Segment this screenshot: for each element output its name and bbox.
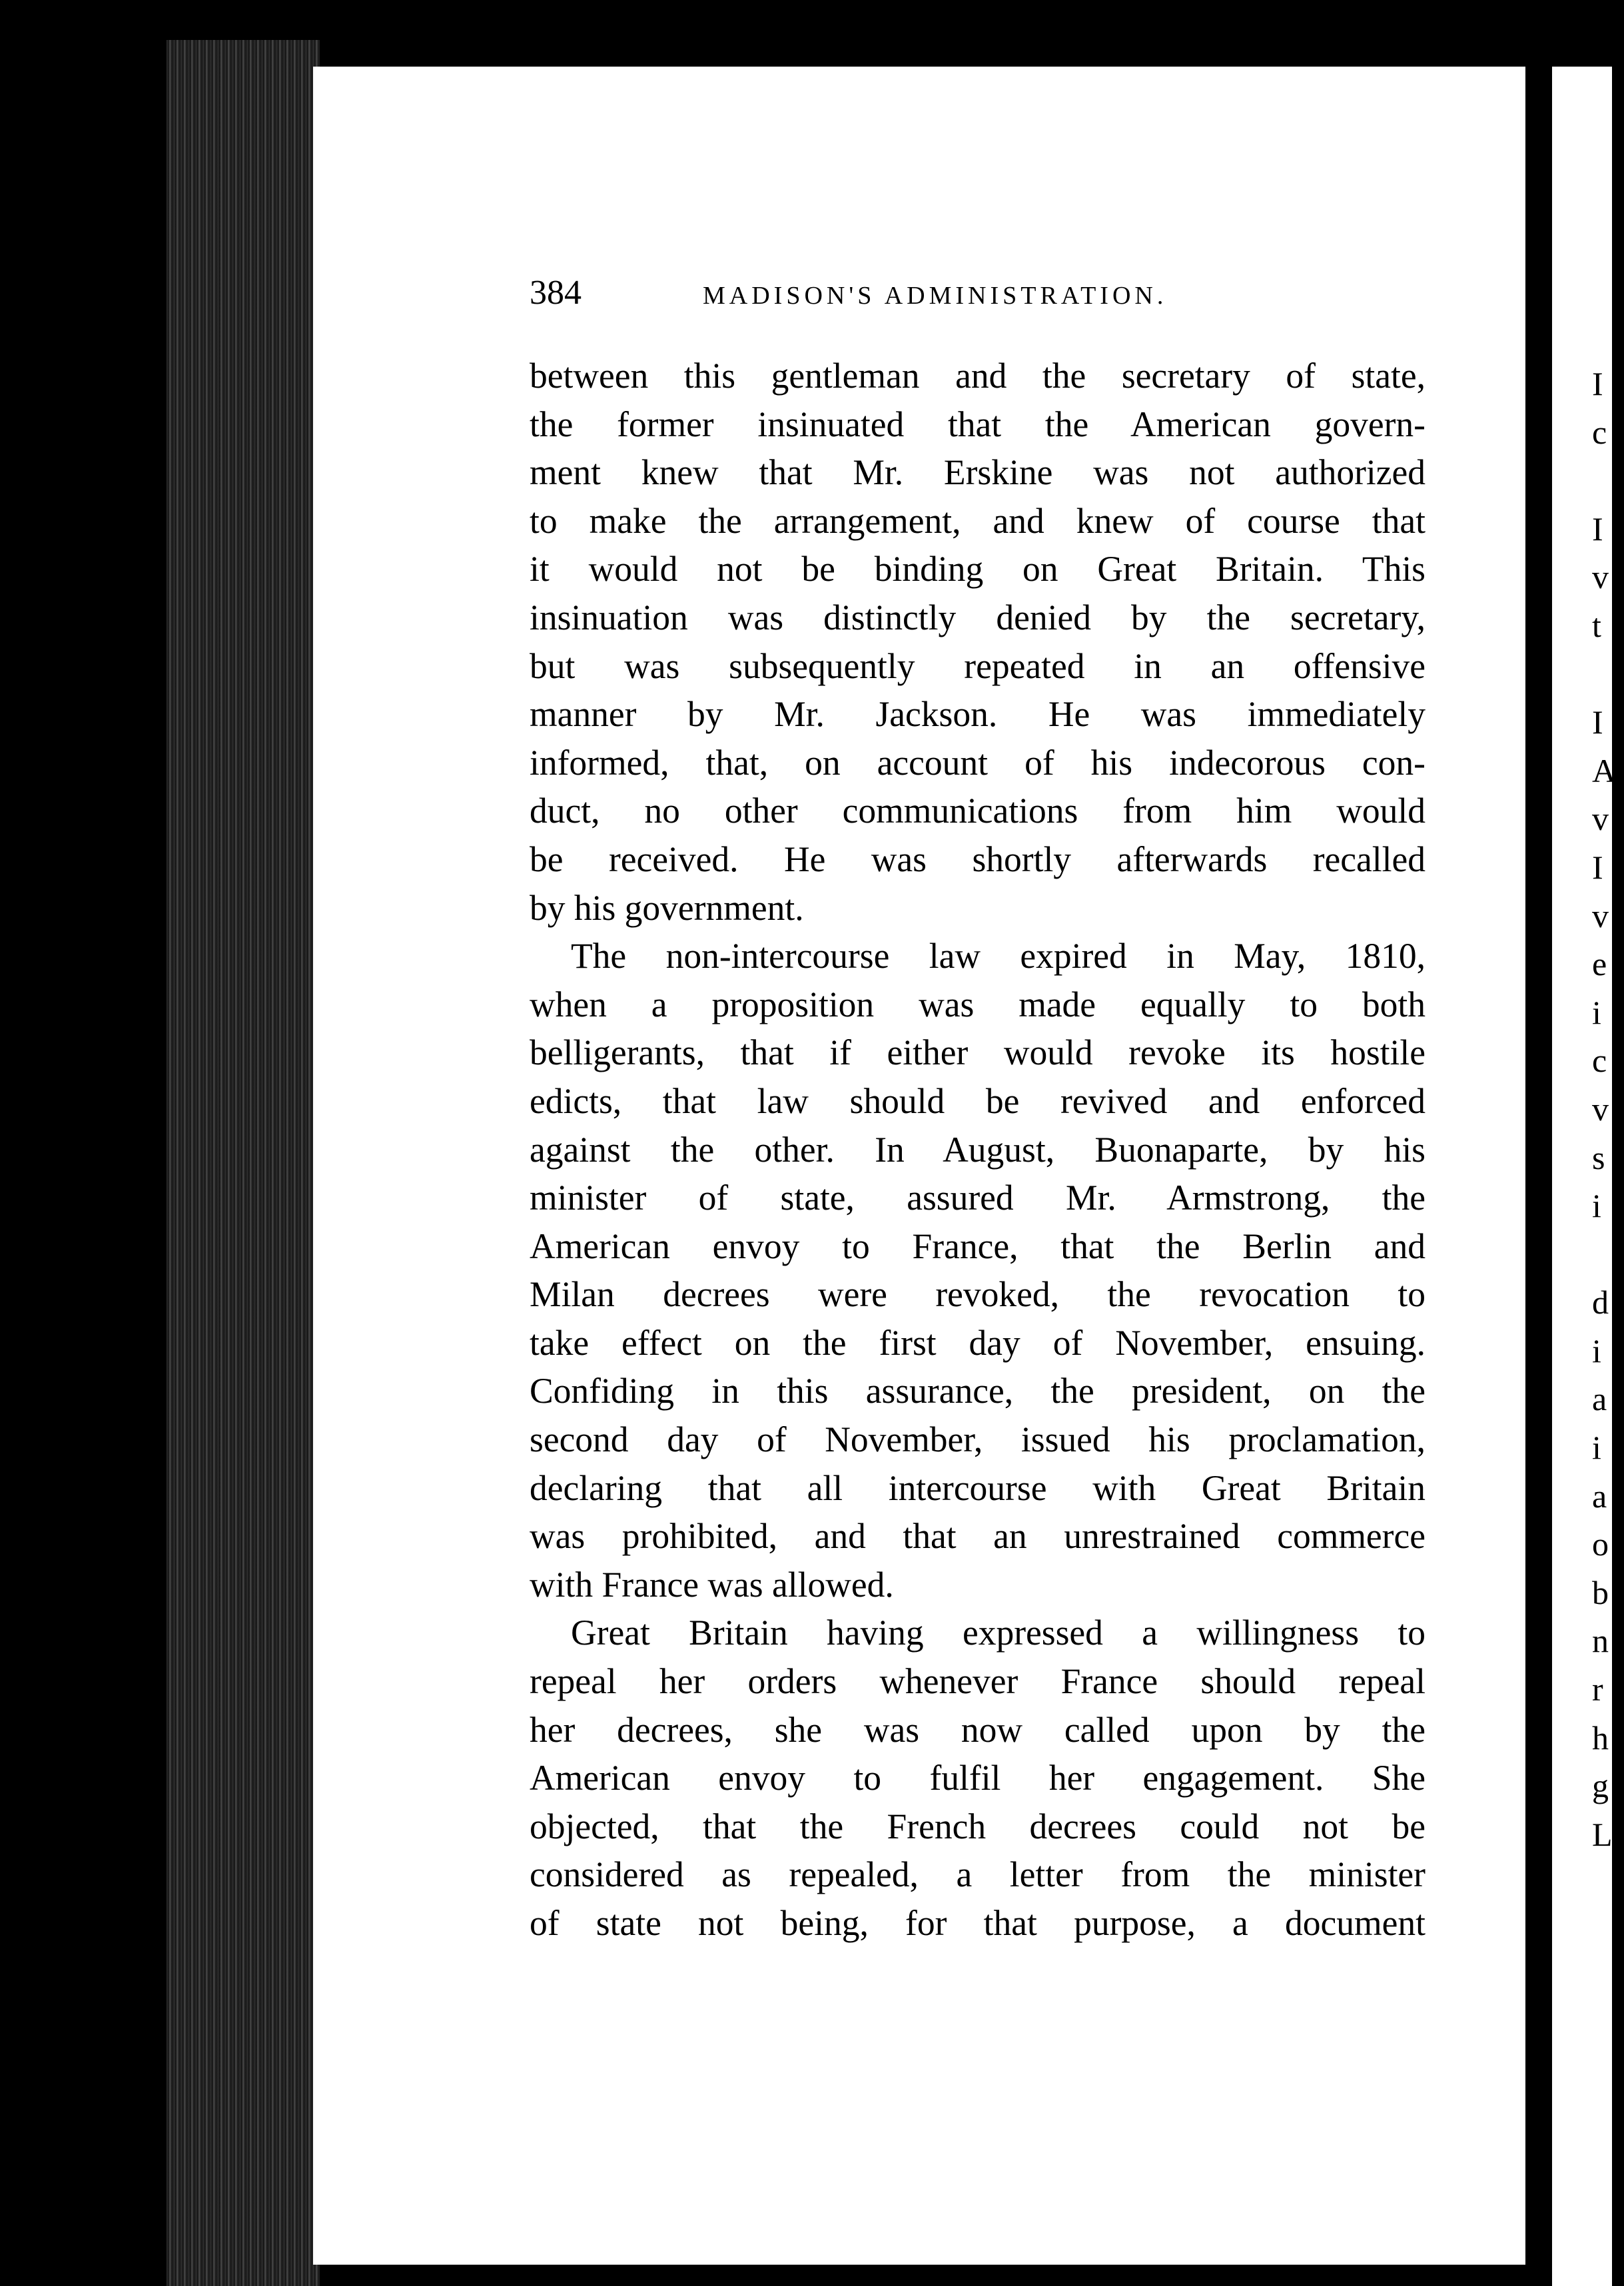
fragment-letter: c (1592, 1042, 1607, 1080)
fragment-letter: v (1592, 558, 1609, 596)
text-line: objected, that the French decrees could not be (530, 1806, 1425, 1846)
running-title: MADISON'S ADMINISTRATION. (703, 282, 1168, 310)
fragment-letter: b (1592, 1573, 1609, 1611)
text-line: against the other. In August, Buonaparte, by his (530, 1129, 1425, 1170)
text-line: but was subsequently repeated in an offensive (530, 645, 1425, 686)
fragment-letter: i (1592, 1187, 1601, 1225)
fragment-letter: v (1592, 800, 1609, 838)
text-line: edicts, that law should be revived and enforced (530, 1080, 1425, 1121)
text-line: Milan decrees were revoked, the revocation to (530, 1274, 1425, 1315)
book-gutter (1532, 67, 1552, 2286)
text-line: American envoy to France, that the Berlin and (530, 1226, 1425, 1266)
text-line: belligerants, that if either would revoke its hostile (530, 1032, 1425, 1073)
text-line: ment knew that Mr. Erskine was not authorized (530, 452, 1425, 493)
fragment-letter: t (1592, 606, 1601, 644)
fragment-letter: I (1592, 703, 1603, 741)
fragment-letter: n (1592, 1622, 1609, 1660)
fragment-letter: A (1592, 751, 1617, 789)
facing-page-fragments (1592, 360, 1624, 1858)
text-line: of state not being, for that purpose, a document (530, 1903, 1425, 1943)
text-line: minister of state, assured Mr. Armstrong, the (530, 1178, 1425, 1218)
text-line: to make the arrangement, and knew of course that (530, 500, 1425, 541)
page-number: 384 (530, 274, 582, 312)
text-line: Great Britain having expressed a willingness to (571, 1613, 1425, 1653)
body-text (530, 352, 1425, 1948)
fragment-letter: I (1592, 365, 1603, 402)
fragment-letter: h (1592, 1718, 1609, 1756)
fragment-letter: g (1592, 1767, 1609, 1805)
text-line: it would not be binding on Great Britain. This (530, 549, 1425, 589)
page-header (530, 273, 1249, 320)
fragment-letter: s (1592, 1138, 1605, 1176)
text-line: by his government. (530, 887, 804, 928)
fragment-letter: I (1592, 848, 1603, 886)
fragment-letter: d (1592, 1284, 1609, 1322)
text-line: informed, that, on account of his indecorous con- (530, 742, 1425, 783)
text-line: manner by Mr. Jackson. He was immediately (530, 694, 1425, 735)
fragment-letter: a (1592, 1380, 1607, 1418)
fragment-letter: a (1592, 1477, 1607, 1515)
text-line: insinuation was distinctly denied by the secretary, (530, 597, 1425, 637)
fragment-letter (1592, 650, 1624, 699)
text-line: duct, no other communications from him would (530, 791, 1425, 831)
text-line: her decrees, she was now called upon by the (530, 1709, 1425, 1750)
text-line: when a proposition was made equally to both (530, 984, 1425, 1024)
fragment-letter: L (1592, 1815, 1613, 1853)
text-line: with France was allowed. (530, 1564, 894, 1605)
text-line: be received. He was shortly afterwards recalled (530, 839, 1425, 879)
book-page-edges (167, 40, 320, 2286)
fragment-letter: r (1592, 1671, 1603, 1709)
text-line: repeal her orders whenever France should repeal (530, 1661, 1425, 1702)
fragment-letter: v (1592, 897, 1609, 935)
fragment-letter: e (1592, 945, 1607, 983)
fragment-letter: I (1592, 510, 1603, 548)
text-line: The non-intercourse law expired in May, 1810, (571, 936, 1425, 976)
fragment-letter: v (1592, 1090, 1609, 1128)
fragment-letter (1592, 456, 1624, 505)
fragment-letter: i (1592, 1429, 1601, 1467)
fragment-letter: i (1592, 1332, 1601, 1369)
text-line: American envoy to fulfil her engagement. She (530, 1758, 1425, 1798)
text-line: between this gentleman and the secretary of state, (530, 356, 1425, 396)
text-line: the former insinuated that the American govern- (530, 404, 1425, 444)
text-line: second day of November, issued his proclamation, (530, 1419, 1425, 1460)
text-line: take effect on the first day of November, ensuing. (530, 1322, 1425, 1363)
fragment-letter: o (1592, 1525, 1609, 1563)
text-line: declaring that all intercourse with Great Britain (530, 1467, 1425, 1508)
text-line: considered as repealed, a letter from the minister (530, 1854, 1425, 1895)
fragment-letter: c (1592, 413, 1607, 451)
text-line: Confiding in this assurance, the president, on the (530, 1371, 1425, 1411)
text-line: was prohibited, and that an unrestrained commerce (530, 1516, 1425, 1557)
fragment-letter: i (1592, 993, 1601, 1031)
fragment-letter (1592, 1230, 1624, 1279)
